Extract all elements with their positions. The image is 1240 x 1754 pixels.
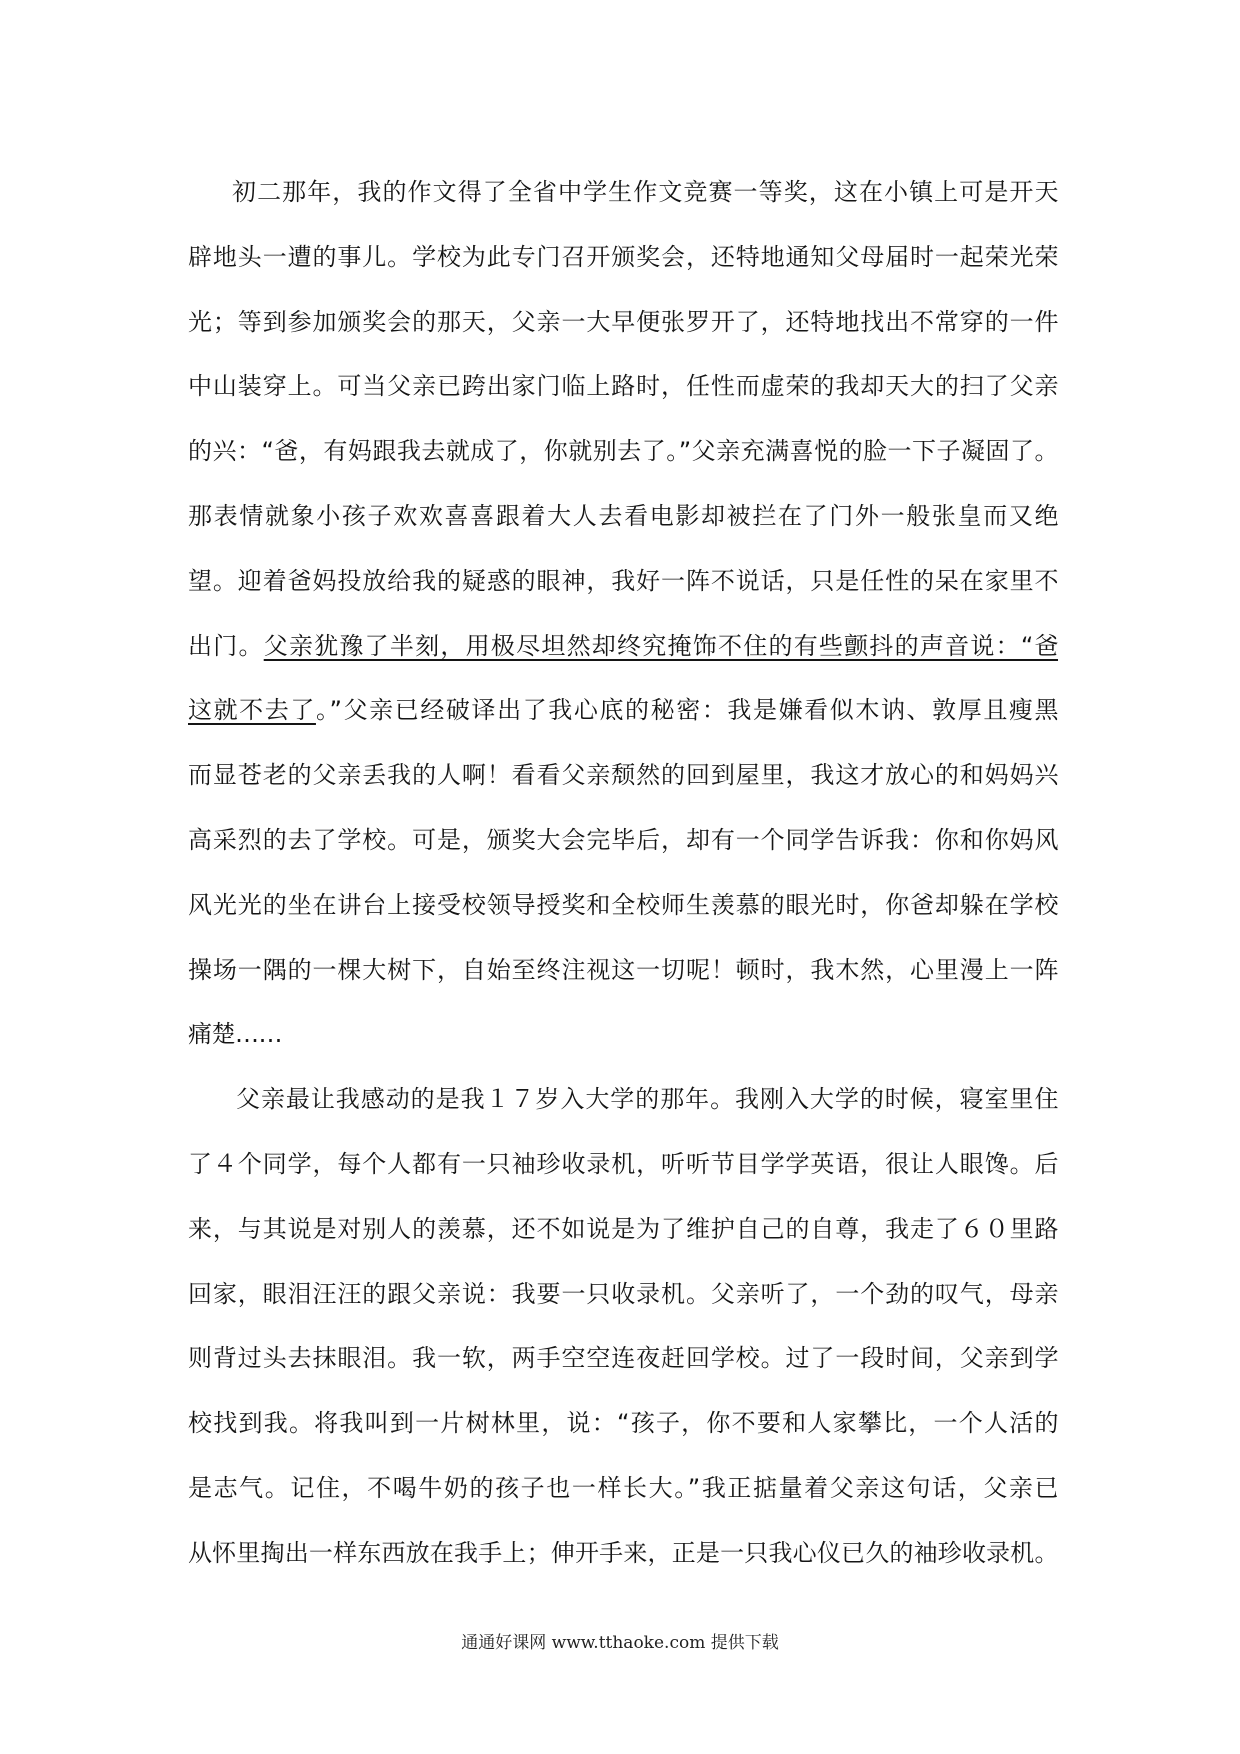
text-line: 则背过头去抹眼泪。我一软，两手空空连夜赶回学校。过了一段时间，父亲到学: [188, 1344, 1058, 1373]
text-line: 校找到我。将我叫到一片树林里，说：“孩子，你不要和人家攀比，一个人活的: [188, 1409, 1058, 1438]
text-line: [188, 614, 1058, 679]
text-line: 来，与其说是对别人的羡慕，还不如说是为了维护自己的自尊，我走了６０里路: [188, 1214, 1058, 1243]
paragraph: [188, 160, 1058, 1067]
text-line: 操场一隅的一棵大树下，自始至终注视这一切呢！顿时，我木然，心里漫上一阵: [188, 955, 1058, 984]
text-line: 了４个同学，每个人都有一只袖珍收录机，听听节目学学英语，很让人眼馋。后: [188, 1149, 1058, 1178]
text-line: 光；等到参加颁奖会的那天，父亲一大早便张罗开了，还特地找出不常穿的一件: [188, 307, 1058, 336]
underlined-text: 父亲犹豫了半刻，用极尽坦然却终究掩饰不住的有些颤抖的声音说：“爸: [263, 631, 1059, 660]
text-line: 父亲最让我感动的是我１７岁入大学的那年。我刚入大学的时候，寝室里住: [236, 1085, 1058, 1114]
document-body: [188, 160, 1058, 1586]
text-line: 中山装穿上。可当父亲已跨出家门临上路时，任性而虚荣的我却天大的扫了父亲: [188, 372, 1058, 401]
paragraph: [188, 1067, 1058, 1585]
text-segment: 。”父亲已经破译出了我心底的秘密：我是嫌看似木讷、敦厚且瘦黑: [315, 696, 1058, 725]
text-line: [188, 678, 1058, 743]
text-line: 辟地头一遭的事儿。学校为此专门召开颁奖会，还特地通知父母届时一起荣光荣: [188, 242, 1058, 271]
page-footer: [0, 1628, 1240, 1653]
text-line: 风光光的坐在讲台上接受校领导授奖和全校师生羡慕的眼光时，你爸却躲在学校: [188, 890, 1058, 919]
text-line: 那表情就象小孩子欢欢喜喜跟着大人去看电影却被拦在了门外一般张皇而又绝: [188, 501, 1058, 530]
underlined-text: 这就不去了: [188, 696, 316, 725]
text-line: 痛楚……: [188, 1020, 282, 1049]
text-line: 初二那年，我的作文得了全省中学生作文竞赛一等奖，这在小镇上可是开天: [232, 178, 1058, 206]
text-line: 望。迎着爸妈投放给我的疑惑的眼神，我好一阵不说话，只是任性的呆在家里不: [188, 566, 1058, 595]
footer-text: 通通好课网 www.tthaoke.com 提供下载: [461, 1633, 779, 1653]
text-line: 而显苍老的父亲丢我的人啊！看看父亲颓然的回到屋里，我这才放心的和妈妈兴: [188, 761, 1058, 790]
text-line: 回家，眼泪汪汪的跟父亲说：我要一只收录机。父亲听了，一个劲的叹气，母亲: [188, 1279, 1058, 1308]
text-line: 的兴：“爸，有妈跟我去就成了，你就别去了。”父亲充满喜悦的脸一下子凝固了。: [188, 437, 1058, 466]
text-line: 从怀里掏出一样东西放在我手上；伸开手来，正是一只我心仪已久的袖珍收录机。: [188, 1538, 1058, 1567]
text-segment: 出门。: [188, 631, 264, 660]
text-line: 高采烈的去了学校。可是，颁奖大会完毕后，却有一个同学告诉我：你和你妈风: [188, 825, 1058, 854]
text-line: 是志气。记住，不喝牛奶的孩子也一样长大。”我正掂量着父亲这句话，父亲已: [188, 1473, 1058, 1502]
